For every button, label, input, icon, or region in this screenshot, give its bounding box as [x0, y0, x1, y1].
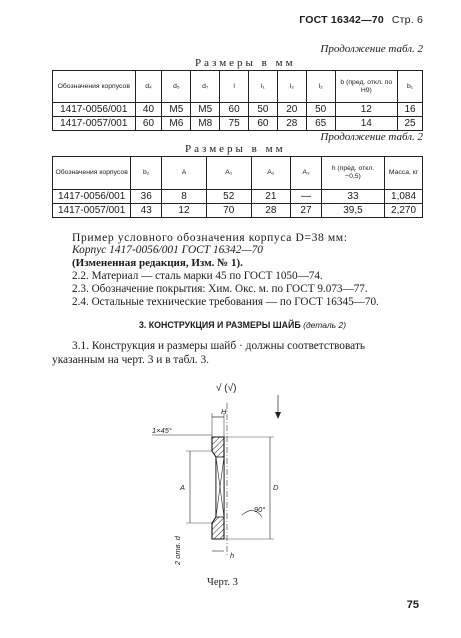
- table-cell: 14: [335, 117, 398, 131]
- table-cell: —: [291, 190, 322, 204]
- table-cell: 39,5: [321, 204, 384, 218]
- table-cell: М5: [162, 103, 191, 117]
- table-cell: 1417-0056/001: [53, 103, 136, 117]
- table1-header-4: l: [220, 71, 249, 103]
- page-label: Стр. 6: [391, 14, 423, 26]
- table2-header-1: b₂: [131, 157, 162, 190]
- table-cell: 2,270: [385, 204, 423, 218]
- table2-header-0: Обозначения корпусов: [53, 157, 131, 190]
- table2-continuation: Продолжение табл. 2: [320, 131, 423, 143]
- example-line: Пример условного обозначения корпуса D=38 мм:: [72, 231, 348, 244]
- table-cell: 25: [398, 117, 423, 131]
- table-cell: 28: [277, 117, 306, 131]
- table-row: [53, 204, 423, 218]
- page-number: 75: [406, 599, 419, 611]
- table-cell: 1,084: [385, 190, 423, 204]
- table1: [52, 70, 423, 131]
- dimension-a: A: [180, 483, 186, 492]
- section-3-heading: 3. КОНСТРУКЦИЯ И РАЗМЕРЫ ШАЙБ: [139, 320, 301, 330]
- table-cell: 60: [220, 103, 249, 117]
- angle-90: 90°: [254, 505, 266, 514]
- table-cell: 60: [135, 117, 162, 131]
- table-cell: 12: [335, 103, 398, 117]
- paragraph-3-1-line1: 3.1. Конструкция и размеры шайб · должны соответствовать: [72, 340, 366, 352]
- paragraph-2-2: 2.2. Материал — сталь марки 45 по ГОСТ 1050—74.: [72, 270, 323, 282]
- table1-header-6: l₂: [277, 71, 306, 103]
- figure-caption: Черт. 3: [207, 577, 238, 588]
- dimension-h-small: h: [230, 551, 235, 560]
- table2: [52, 156, 423, 218]
- table-cell: 1417-0057/001: [53, 117, 136, 131]
- table2-units: Размеры в мм: [185, 143, 286, 155]
- table-cell: 65: [306, 117, 335, 131]
- table-row: [53, 103, 423, 117]
- table1-header-1: d₄: [135, 71, 162, 103]
- table2-header-5: A₃: [291, 157, 322, 190]
- table1-units: Размеры в мм: [195, 57, 296, 69]
- table-cell: 40: [135, 103, 162, 117]
- table-cell: М5: [191, 103, 220, 117]
- table-cell: 1417-0056/001: [53, 190, 131, 204]
- dimension-d: D: [273, 483, 279, 492]
- table1-header-9: b₁: [398, 71, 423, 103]
- table-cell: 52: [206, 190, 251, 204]
- section-3-subtitle: (деталь 2): [303, 320, 347, 330]
- section-3-title: [139, 320, 346, 330]
- paragraph-2-3: 2.3. Обозначение покрытия: Хим. Окс. м. по ГОСТ 9.073—77.: [72, 283, 368, 295]
- page-header: [299, 14, 423, 26]
- table1-header-3: d₇: [191, 71, 220, 103]
- table-cell: 70: [206, 204, 251, 218]
- paragraph-3-1-line2: указанным на черт. 3 и в табл. 3.: [52, 354, 210, 366]
- roughness-icon: √ (√): [216, 383, 237, 394]
- table1-header-5: l₁: [249, 71, 278, 103]
- table-cell: 21: [251, 190, 291, 204]
- table2-header-7: Масса, кг: [385, 157, 423, 190]
- table-cell: 20: [277, 103, 306, 117]
- paragraph-2-4: 2.4. Остальные технические требования — по ГОСТ 16345—70.: [72, 296, 379, 308]
- table-cell: 75: [220, 117, 249, 131]
- holes-label: 2 отв. d: [173, 536, 182, 565]
- table1-header-7: l₃: [306, 71, 335, 103]
- table-cell: 50: [249, 103, 278, 117]
- table-cell: 33: [321, 190, 384, 204]
- table-cell: 12: [162, 204, 207, 218]
- amendment-note: (Измененная редакция, Изм. № 1).: [72, 257, 243, 269]
- dimension-h-large: H: [221, 407, 227, 416]
- table-cell: 16: [398, 103, 423, 117]
- table1-header-2: d₅: [162, 71, 191, 103]
- table2-header-4: A₂: [251, 157, 291, 190]
- table-cell: 27: [291, 204, 322, 218]
- table-cell: 8: [162, 190, 207, 204]
- table-row: [53, 190, 423, 204]
- table-cell: 28: [251, 204, 291, 218]
- table-cell: М8: [191, 117, 220, 131]
- table1-header-8: b (пред. откл. по Н9): [335, 71, 398, 103]
- chamfer-label: 1×45°: [152, 426, 172, 435]
- table2-header-2: A: [162, 157, 207, 190]
- table-cell: 50: [306, 103, 335, 117]
- table-cell: 1417-0057/001: [53, 204, 131, 218]
- table-row: [53, 117, 423, 131]
- washer-drawing: [150, 365, 300, 570]
- table2-header-3: A₁: [206, 157, 251, 190]
- table1-header-0: Обозначения корпусов: [53, 71, 136, 103]
- example-designation: Корпус 1417-0056/001 ГОСТ 16342—70: [72, 244, 263, 256]
- standard-number: ГОСТ 16342—70: [299, 14, 384, 26]
- table1-continuation: Продолжение табл. 2: [320, 43, 423, 55]
- table-cell: 43: [131, 204, 162, 218]
- table-cell: 36: [131, 190, 162, 204]
- arrow-down-icon: [275, 412, 281, 419]
- table-cell: 60: [249, 117, 278, 131]
- table2-header-6: h (пред. откл. −0,5): [321, 157, 384, 190]
- table-cell: М6: [162, 117, 191, 131]
